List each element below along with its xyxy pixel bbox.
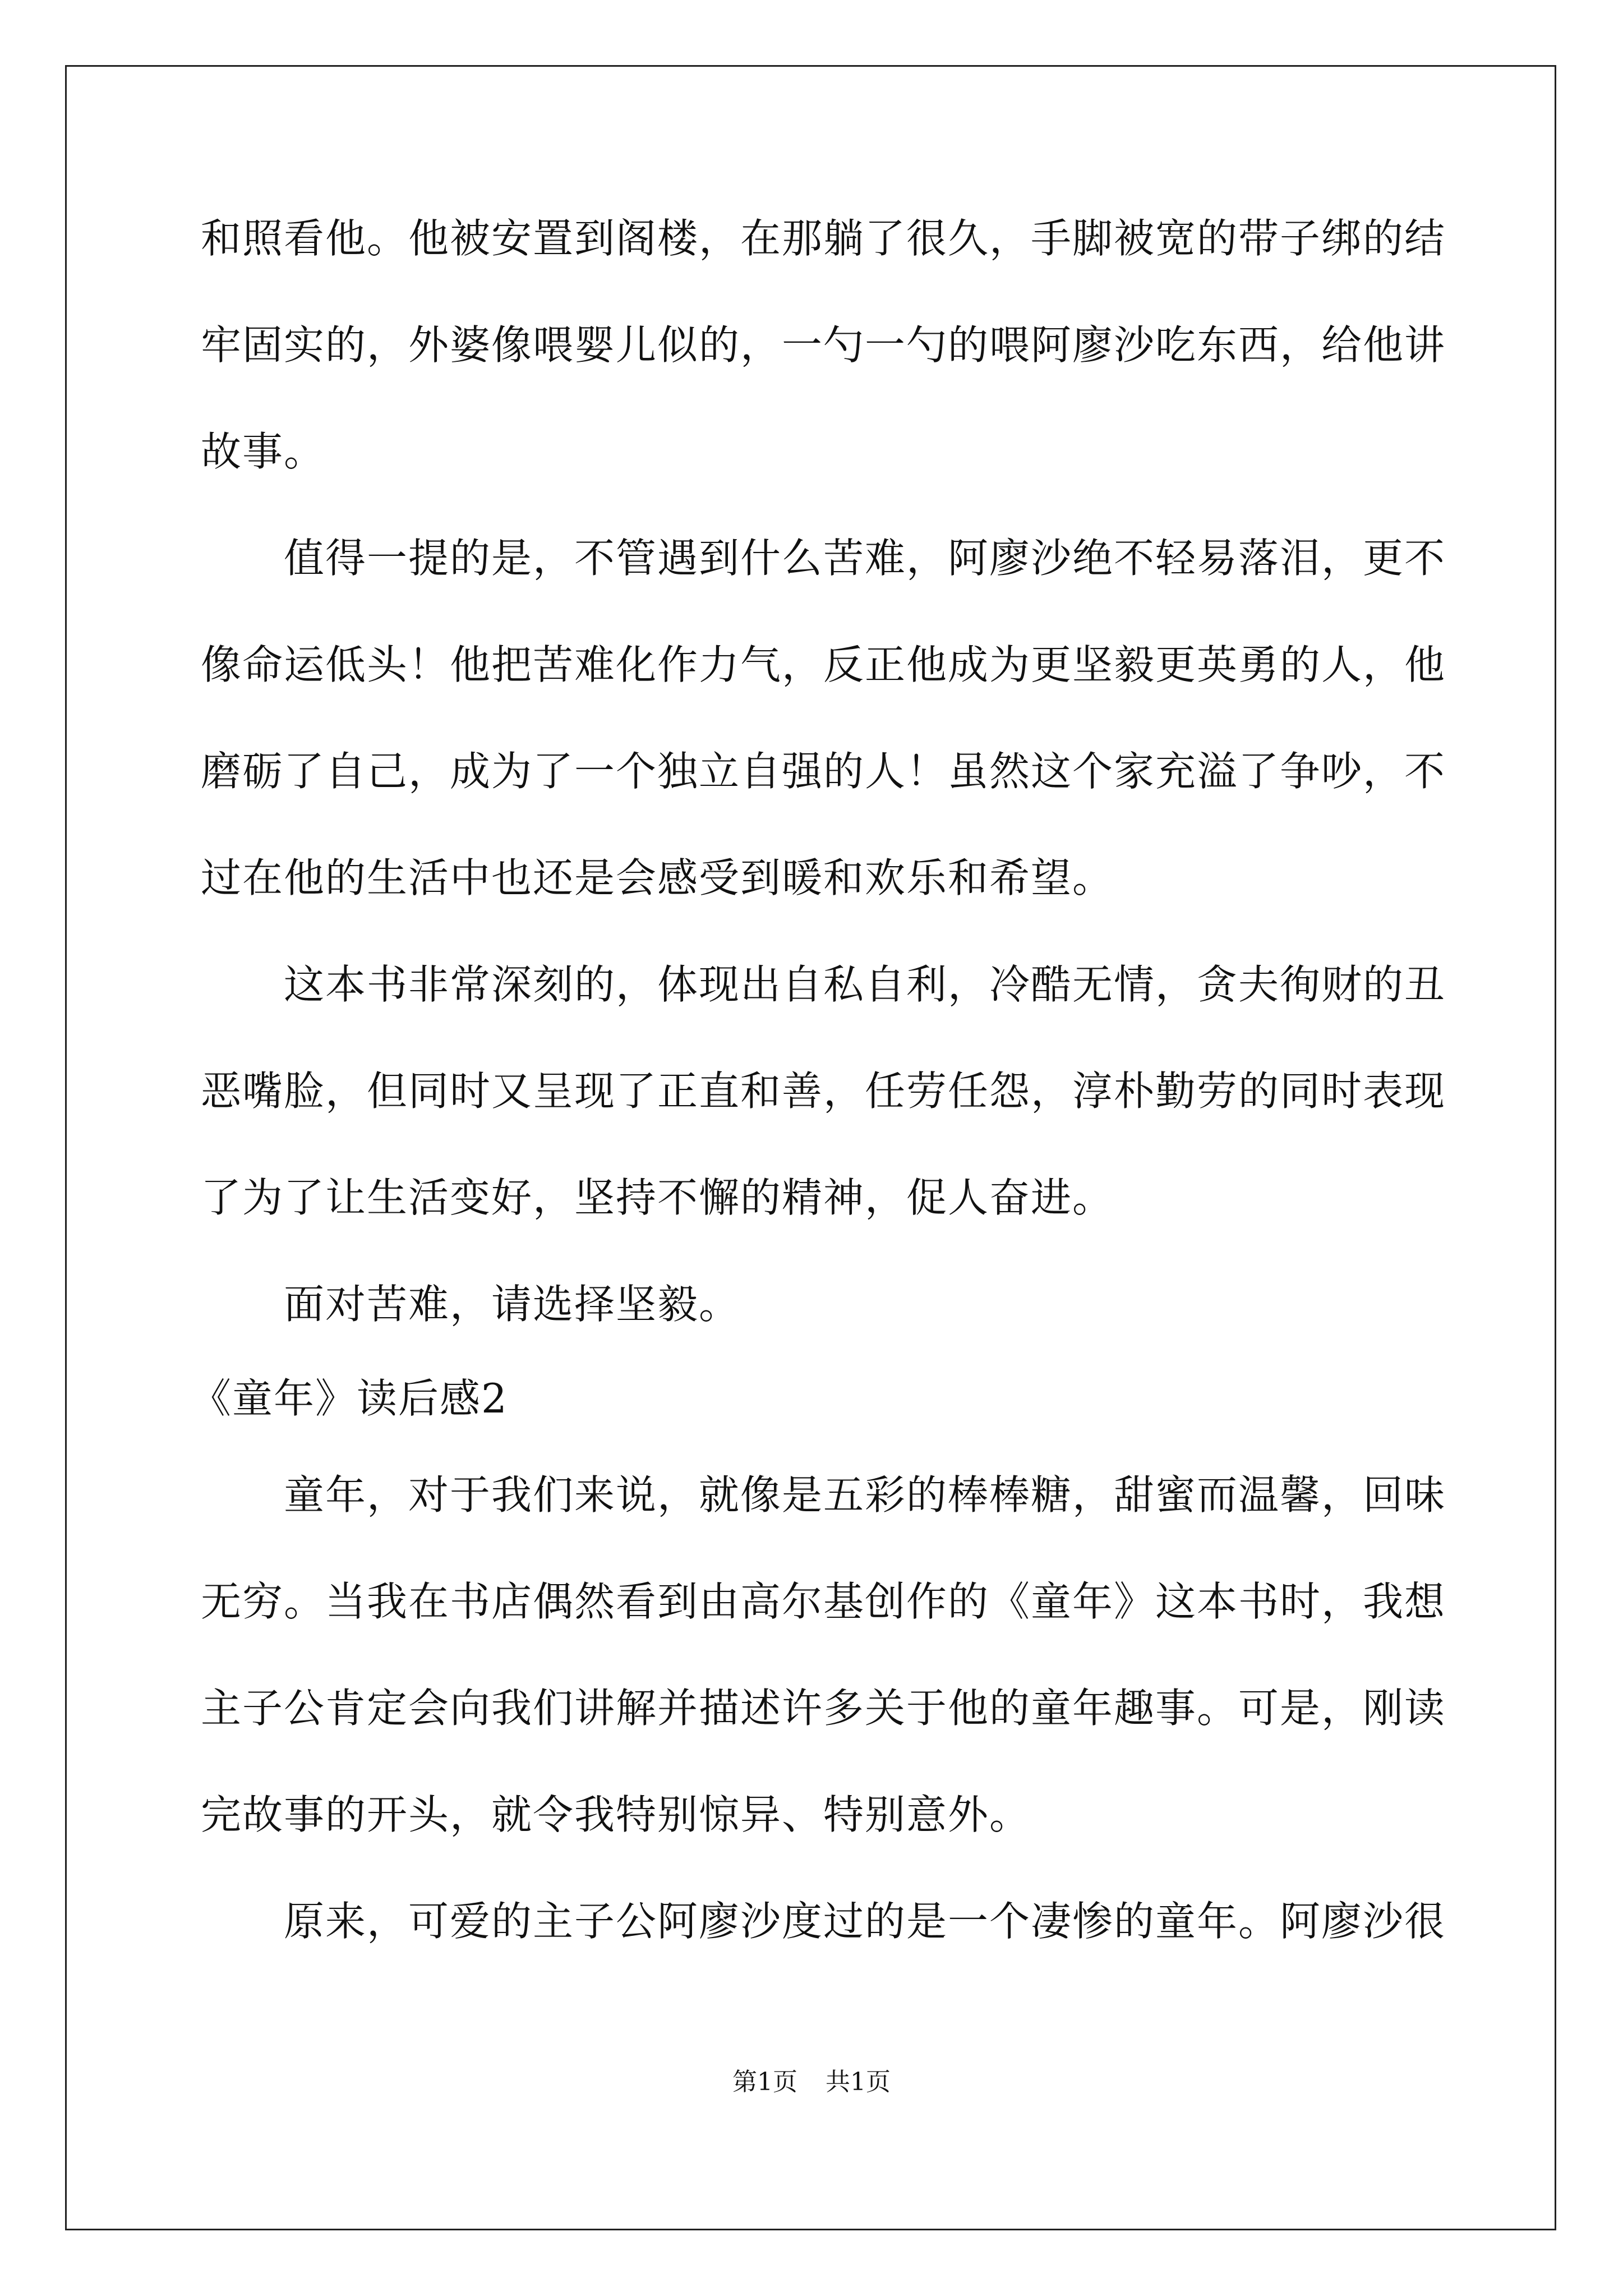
page-footer (0, 2065, 1623, 2099)
paragraph-line: 像命运低头！他把苦难化作力气，反正他成为更坚毅更英勇的人，他 (201, 641, 1446, 688)
paragraph-line: 童年，对于我们来说，就像是五彩的棒棒糖，甜蜜而温馨，回味 (284, 1471, 1446, 1519)
paragraph-line: 恶嘴脸，但同时又呈现了正直和善，任劳任怨，淳朴勤劳的同时表现 (201, 1068, 1446, 1115)
paragraph-line: 磨砺了自己，成为了一个独立自强的人！虽然这个家充溢了争吵，不 (201, 748, 1446, 795)
paragraph-line: 值得一提的是，不管遇到什么苦难，阿廖沙绝不轻易落泪，更不 (284, 535, 1446, 582)
paragraph-line: 牢固实的，外婆像喂婴儿似的，一勺一勺的喂阿廖沙吃东西，给他讲 (201, 321, 1446, 369)
paragraph-line: 故事。 (201, 428, 326, 475)
paragraph-line: 面对苦难，请选择坚毅。 (284, 1281, 741, 1328)
page-total: 共1页 (826, 2068, 891, 2096)
paragraph-line: 主子公肯定会向我们讲解并描述许多关于他的童年趣事。可是，刚读 (201, 1685, 1446, 1732)
paragraph-line: 和照看他。他被安置到阁楼，在那躺了很久，手脚被宽的带子绑的结 (201, 215, 1446, 262)
paragraph-line: 完故事的开头，就令我特别惊异、特别意外。 (201, 1791, 1031, 1838)
paragraph-line: 原来，可爱的主子公阿廖沙度过的是一个凄惨的童年。阿廖沙很 (284, 1898, 1446, 1945)
paragraph-line: 过在他的生活中也还是会感受到暖和欢乐和希望。 (201, 854, 1114, 901)
paragraph-line: 了为了让生活变好，坚持不懈的精神，促人奋进。 (201, 1174, 1114, 1221)
paragraph-line: 无穷。当我在书店偶然看到由高尔基创作的《童年》这本书时，我想 (201, 1578, 1446, 1625)
section-heading: 《童年》读后感2 (191, 1375, 508, 1422)
paragraph-line: 这本书非常深刻的，体现出自私自利，冷酷无情，贪夫徇财的丑 (284, 961, 1446, 1008)
page-number: 第1页 (732, 2068, 797, 2096)
